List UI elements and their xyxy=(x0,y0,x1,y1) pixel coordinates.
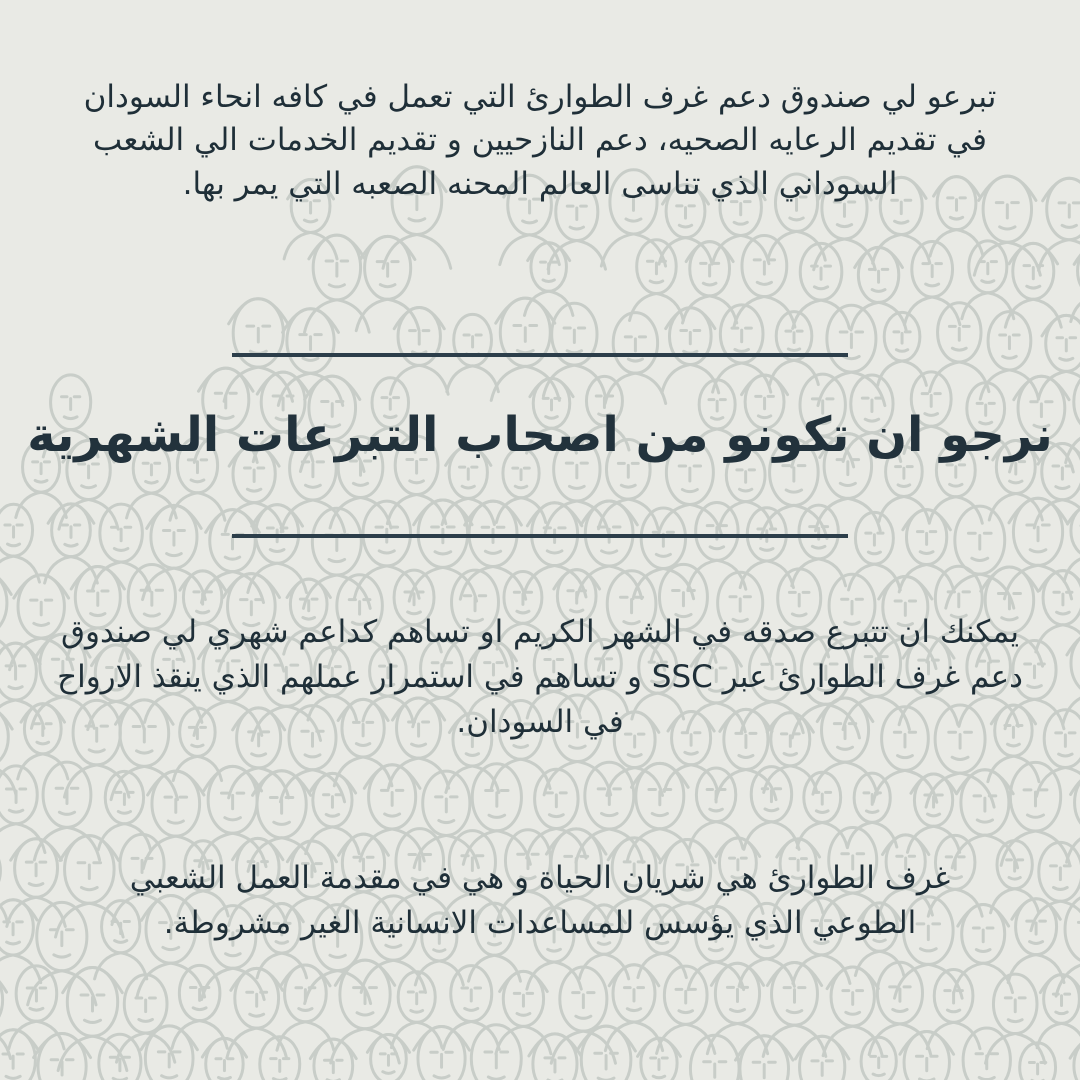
bottom-divider xyxy=(232,534,848,538)
intro-paragraph: تبرعو لي صندوق دعم غرف الطوارئ التي تعمل في كافه انحاء السودان في تقديم الرعايه الصحيه، دعم النازحيين و تقديم الخدمات الي الشعب السوداني الذي تناسى العالم المحنه الصعبه التي يمر بها. xyxy=(83,79,997,202)
donation-paragraph: يمكنك ان تتبرع صدقه في الشهر الكريم او تساهم كداعم شهري لي صندوق دعم غرف الطوارئ عبر SSC و تساهم في استمرار عملهم الذي ينقذ الارواح في السودان. xyxy=(57,614,1023,740)
top-divider xyxy=(232,353,848,357)
emergency-rooms-paragraph: غرف الطوارئ هي شريان الحياة و هي في مقدمة العمل الشعبي الطوعي الذي يؤسس للمساعدات الانسانية الغير مشروطة. xyxy=(129,860,951,941)
monthly-donations-headline: نرجو ان تكونو من اصحاب التبرعات الشهرية xyxy=(27,407,1053,463)
